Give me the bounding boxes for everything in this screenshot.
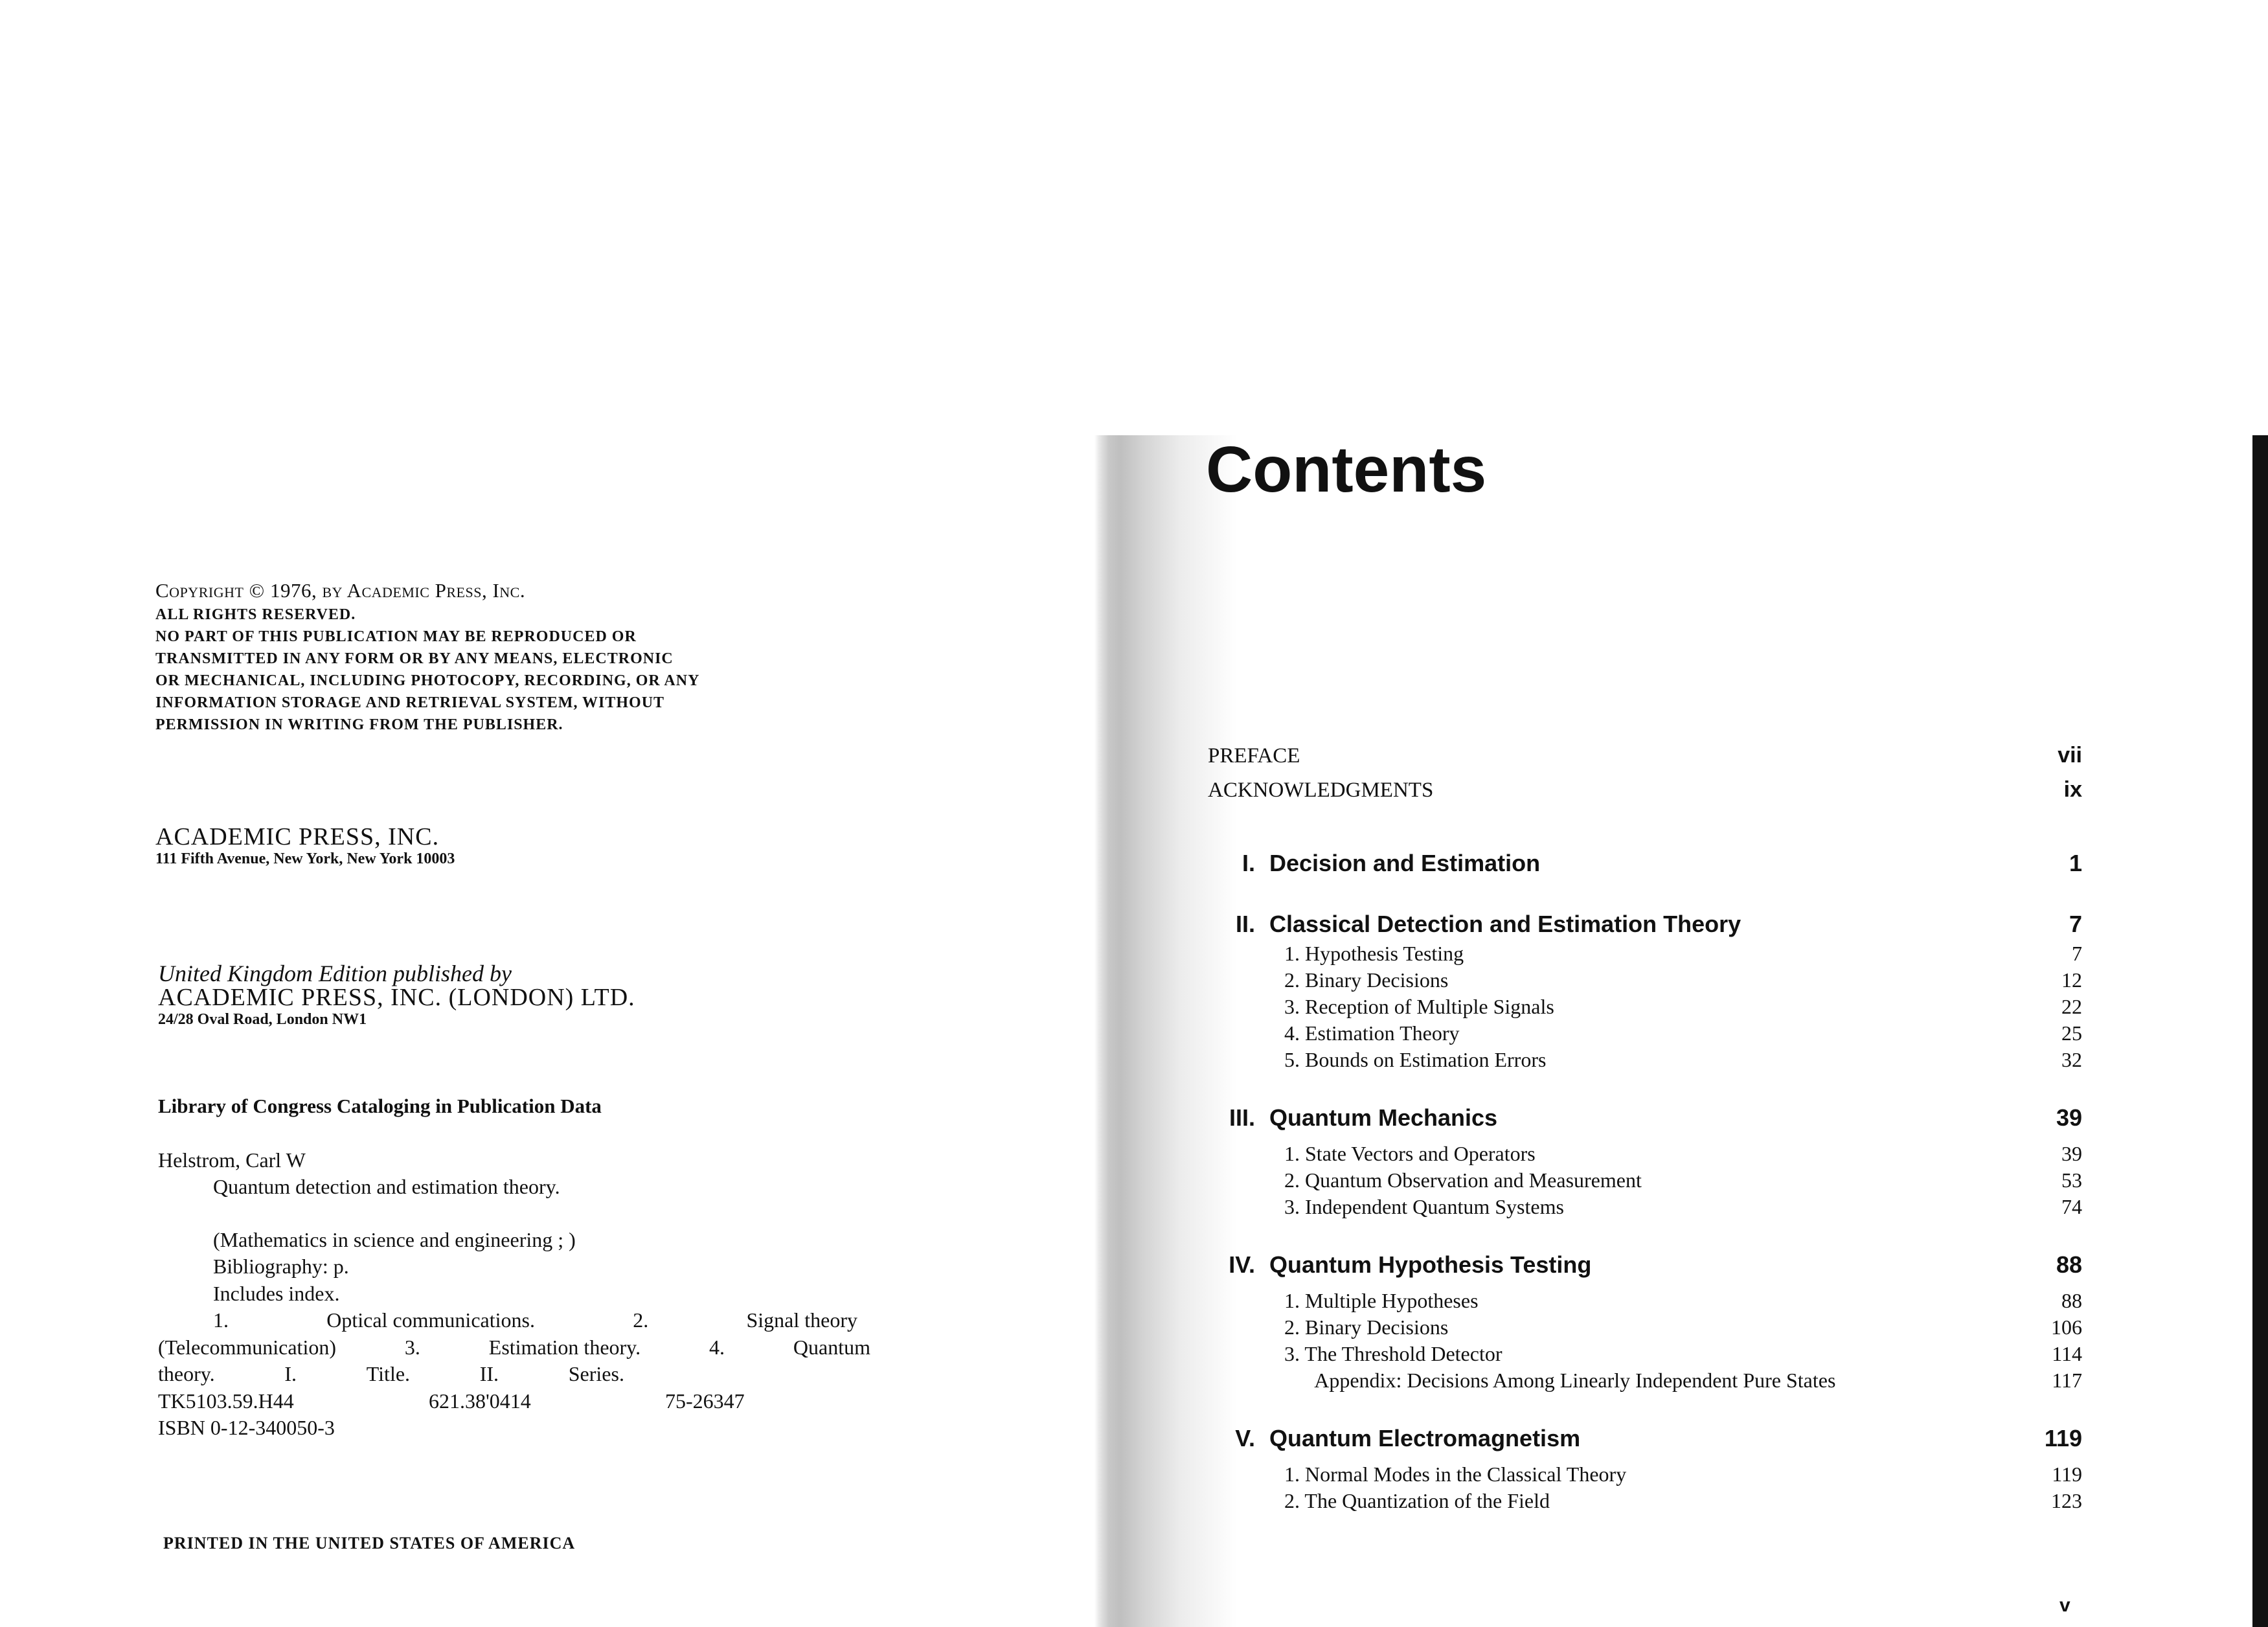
section-title: 1. Multiple Hypotheses [1284,1289,1479,1312]
toc-page-number: 88 [2061,1289,2082,1312]
toc-page-number: ix [2063,777,2082,802]
catalog-subject-token: I. [284,1362,297,1385]
toc-section-row [1208,1367,2082,1394]
toc-section-row [1208,1314,2082,1341]
catalog-subject-token: Estimation theory. [488,1335,641,1359]
section-title: 3. Independent Quantum Systems [1284,1195,1564,1218]
toc-section-row [1208,940,2082,967]
toc-front-matter-row [1208,773,2082,807]
copyright-page [0,0,1094,1627]
catalog-subject-token: 4. [709,1335,725,1359]
catalog-subject-token: Title. [366,1362,411,1385]
toc-section-row [1208,1194,2082,1220]
toc-page-number: 25 [2061,1021,2082,1045]
toc-section-row [1208,1461,2082,1488]
catalog-subject-token: theory. [158,1362,215,1385]
page-folio: v [2059,1595,2070,1616]
rights-line: ALL RIGHTS RESERVED. [155,606,356,623]
catalog-subjects-line [158,1334,870,1361]
toc-page-number: 39 [2056,1104,2082,1131]
catalog-author: Helstrom, Carl W [158,1148,306,1172]
uk-publisher-name: ACADEMIC PRESS, INC. (LONDON) LTD. [158,984,635,1011]
rights-line: NO PART OF THIS PUBLICATION MAY BE REPRODUCED OR [155,628,637,645]
toc-page-number: 123 [2051,1489,2082,1512]
chapter-title: Quantum Hypothesis Testing [1269,1251,1592,1278]
toc-section-row [1208,1047,2082,1073]
chapter-title: Decision and Estimation [1269,850,1541,876]
toc-page-number: vii [2058,743,2082,768]
toc-section-row [1208,1488,2082,1514]
toc-section-row [1208,967,2082,994]
section-title: 4. Estimation Theory [1284,1021,1460,1045]
rights-line: INFORMATION STORAGE AND RETRIEVAL SYSTEM, WITHOUT [155,694,665,711]
toc-section-row [1208,1167,2082,1194]
catalog-subject-token: II. [479,1362,499,1385]
catalog-index: Includes index. [213,1281,340,1305]
chapter-number: I. [1242,850,1255,876]
section-title: Appendix: Decisions Among Linearly Independent Pure States [1284,1369,1836,1392]
section-title: 3. Reception of Multiple Signals [1284,995,1554,1018]
chapter-title: Quantum Mechanics [1269,1104,1498,1131]
cataloging-data [158,1093,935,1442]
section-title: 1. Hypothesis Testing [1284,942,1464,965]
section-title: 2. Binary Decisions [1284,968,1449,992]
cataloging-heading: Library of Congress Cataloging in Publication Data [158,1095,602,1117]
catalog-subject-token: 2. [633,1308,649,1332]
toc-page-number: 22 [2061,995,2082,1018]
catalog-subject-token: Optical communications. [326,1308,535,1332]
chapter-title: Quantum Electromagnetism [1269,1425,1581,1451]
chapter-title: Classical Detection and Estimation Theory [1269,911,1741,937]
chapter-number: V. [1235,1425,1255,1451]
catalog-classification-line [158,1388,935,1415]
publisher-address: 111 Fifth Avenue, New York, New York 10003 [155,850,455,867]
toc-page-number: 74 [2061,1195,2082,1218]
catalog-subject-token: 1. [213,1308,229,1332]
catalog-isbn: ISBN 0-12-340050-3 [158,1416,335,1439]
table-of-contents [1208,738,2082,1514]
toc-chapter-row [1208,847,2082,880]
toc-page-number: 12 [2061,968,2082,992]
uk-edition-label: United Kingdom Edition published by [158,961,512,986]
section-title: 2. The Quantization of the Field [1284,1489,1550,1512]
toc-page-number: 106 [2051,1315,2082,1339]
catalog-title: Quantum detection and estimation theory. [213,1175,560,1198]
toc-page-number: 119 [2044,1425,2082,1451]
toc-page-number: 32 [2061,1048,2082,1071]
toc-chapter-row [1208,1102,2082,1134]
toc-section-row [1208,994,2082,1020]
catalog-subjects-line [158,1361,624,1388]
publisher-block [155,825,455,869]
catalog-series: (Mathematics in science and engineering ; ) [213,1227,576,1251]
chapter-number: III. [1229,1104,1255,1131]
catalog-dewey: 621.38'0414 [429,1389,531,1413]
contents-title: Contents [1206,433,1487,506]
toc-entry-label: PREFACE [1208,744,1300,768]
toc-chapter-row [1208,1249,2082,1281]
catalog-subject-token: (Telecommunication) [158,1335,336,1359]
toc-page-number: 53 [2061,1168,2082,1192]
section-title: 2. Quantum Observation and Measurement [1284,1168,1642,1192]
toc-page-number: 7 [2072,942,2082,965]
page-edge-shadow [2252,435,2268,1627]
printed-in-line: PRINTED IN THE UNITED STATES OF AMERICA [163,1534,576,1553]
toc-chapter-row [1208,908,2082,940]
section-title: 1. Normal Modes in the Classical Theory [1284,1462,1627,1486]
rights-line: PERMISSION IN WRITING FROM THE PUBLISHER. [155,716,563,733]
catalog-bibliography: Bibliography: p. [213,1255,349,1278]
catalog-subject-token: Series. [568,1362,624,1385]
rights-line: OR MECHANICAL, INCLUDING PHOTOCOPY, RECORDING, OR ANY [155,672,700,689]
chapter-number: II. [1235,911,1255,937]
contents-page [1094,0,2268,1627]
toc-page-number: 119 [2052,1462,2082,1486]
toc-section-row [1208,1141,2082,1167]
toc-page-number: 88 [2056,1251,2082,1278]
rights-line: TRANSMITTED IN ANY FORM OR BY ANY MEANS, ELECTRONIC [155,650,674,667]
toc-front-matter-row [1208,738,2082,773]
catalog-subject-token: 3. [404,1335,420,1359]
catalog-lccn: 75-26347 [665,1389,745,1413]
toc-entry-label: ACKNOWLEDGMENTS [1208,779,1434,802]
toc-page-number: 39 [2061,1142,2082,1165]
toc-page-number: 7 [2069,911,2082,937]
uk-edition-block [158,962,635,1029]
section-title: 3. The Threshold Detector [1284,1342,1503,1365]
catalog-subject-token: Signal theory [746,1308,857,1332]
catalog-subject-token: Quantum [793,1335,870,1359]
publisher-name: ACADEMIC PRESS, INC. [155,823,440,850]
toc-chapter-row [1208,1422,2082,1455]
toc-page-number: 114 [2052,1342,2082,1365]
toc-section-row [1208,1288,2082,1314]
section-title: 2. Binary Decisions [1284,1315,1449,1339]
chapter-number: IV. [1229,1251,1255,1278]
copyright-line: Copyright © 1976, by Academic Press, Inc. [155,579,526,602]
copyright-notice [155,578,803,736]
catalog-subjects-line [158,1307,857,1334]
uk-publisher-address: 24/28 Oval Road, London NW1 [158,1011,367,1028]
toc-page-number: 1 [2069,850,2082,876]
toc-page-number: 117 [2052,1369,2082,1392]
section-title: 5. Bounds on Estimation Errors [1284,1048,1547,1071]
catalog-call-number: TK5103.59.H44 [158,1389,294,1413]
toc-section-row [1208,1020,2082,1047]
section-title: 1. State Vectors and Operators [1284,1142,1536,1165]
toc-section-row [1208,1341,2082,1367]
